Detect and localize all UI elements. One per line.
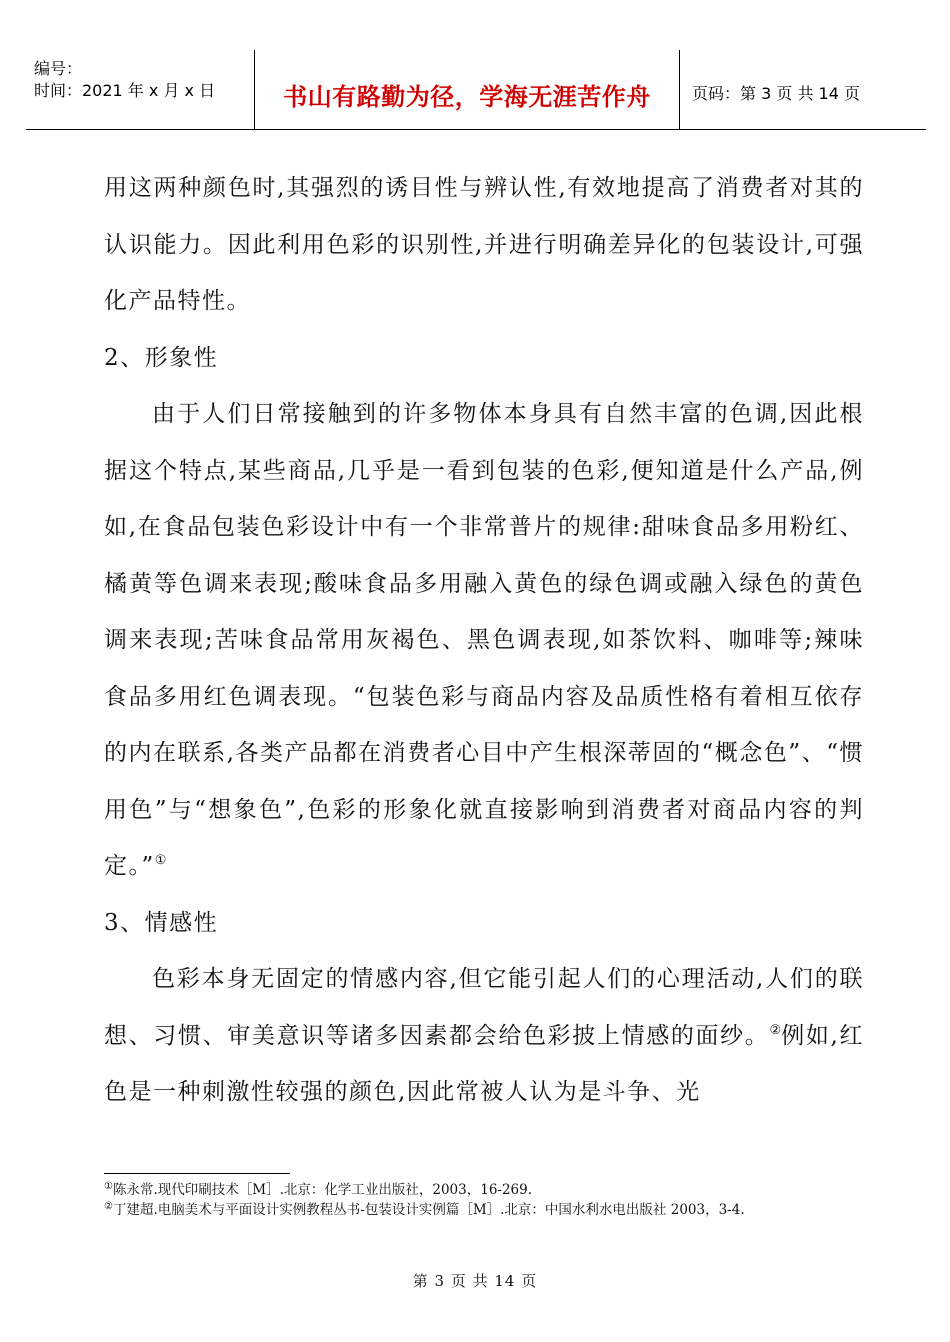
section-heading-imagery: 2、形象性 [104,344,219,371]
header-page-cell [680,50,926,129]
paragraph-emotion [104,951,864,1121]
page-footer-number: 第 3 页 共 14 页 [412,1272,538,1290]
section-heading-emotion: 3、情感性 [104,909,219,936]
paragraph-imagery [104,386,864,895]
header-page-info: 页码：第 3 页 共 14 页 [692,84,860,103]
footnote-1 [104,1180,824,1200]
paragraph-imagery-text: 由于人们日常接触到的许多物体本身具有自然丰富的色调,因此根据这个特点,某些商品,几乎是一看到包装的色彩,便知道是什么产品,例如,在食品包装色彩设计中有一个非常普片的规律:甜味食品多用粉红、橘黄等色调来表现;酸味食品多用融入黄色的绿色调或融入绿色的黄色调来表现;苦味食品常用灰褐色、黑色调表现,如茶饮料、咖啡等;辣味食品多用红色调表现。“包装色彩与商品内容及品质性格有着相互依存的内在联系,各类产品都在消费者心目中产生根深蒂固的“概念色”、“惯用色”与“想象色”,色彩的形象化就直接影响到消费者对商品内容的判定。” [104,401,864,879]
page-header [26,50,926,130]
footnote-ref-2[interactable]: ② [769,1022,782,1038]
footnotes [104,1180,824,1220]
footnote-2-text: 丁建超.电脑美术与平面设计实例教程丛书-包装设计实例篇［M］.北京：中国水利水电出版社 2003，3-4. [112,1202,745,1218]
document-time-label: 时间：2021 年 x 月 x 日 [34,81,216,100]
header-motto: 书山有路勤为径，学海无涯苦作舟 [283,83,651,111]
footnote-ref-1[interactable]: ① [154,853,167,868]
footnote-1-mark: ① [104,1181,113,1192]
paragraph-emotion-text-b: 例如,红色是一种刺激性较强的颜色,因此常被人认为是斗争、光 [104,1022,865,1105]
footnote-2-mark: ② [104,1201,113,1212]
footnote-2 [104,1200,824,1220]
paragraph-continued: 用这两种颜色时,其强烈的诱目性与辨认性,有效地提高了消费者对其的认识能力。因此利用色彩的识别性,并进行明确差异化的包装设计,可强化产品特性。 [104,175,864,314]
document-body [104,160,864,1121]
paragraph-emotion-text-a: 色彩本身无固定的情感内容,但它能引起人们的心理活动,人们的联想、习惯、审美意识等诸多因素都会给色彩披上情感的面纱。 [104,966,864,1049]
header-meta [26,50,254,129]
header-motto-cell [254,50,680,129]
footnote-1-text: 陈永常.现代印刷技术［M］.北京：化学工业出版社，2003，16-269. [112,1182,533,1198]
footnote-divider [104,1173,290,1174]
document-number-label: 编号： [34,59,83,78]
